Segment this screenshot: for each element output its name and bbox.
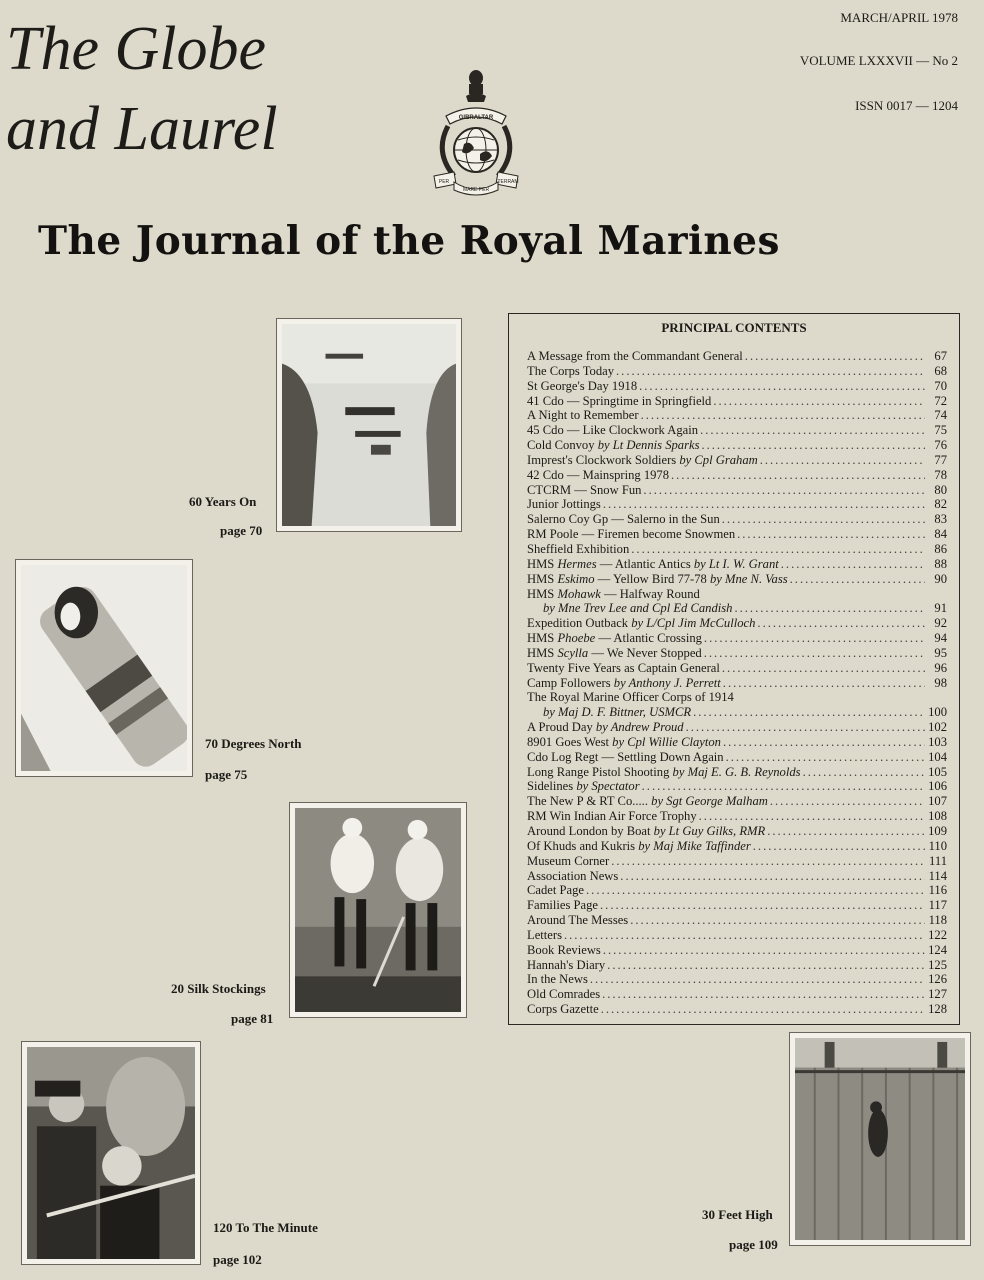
contents-entry-page: 98 — [934, 675, 947, 690]
contents-entry — [527, 1002, 947, 1017]
photo-70-degrees-north — [15, 559, 193, 777]
contents-entry-page: 114 — [928, 868, 947, 883]
contents-entry-page: 70 — [934, 378, 947, 393]
contents-entry-text: Old Comrades — [527, 987, 601, 1002]
contents-entry — [527, 423, 947, 438]
contents-entry-text: RM Poole — Firemen become Snowmen — [527, 527, 736, 542]
contents-leader-dots — [639, 379, 925, 394]
contents-entry — [527, 646, 947, 661]
contents-entry-page: 127 — [928, 987, 947, 1002]
contents-leader-dots — [699, 809, 925, 824]
contents-entry-text: 8901 Goes West — [527, 734, 613, 749]
contents-entry — [527, 483, 947, 498]
contents-entry-title — [527, 423, 698, 438]
contents-leader-dots — [781, 557, 925, 572]
contents-entry — [527, 972, 947, 987]
contents-entry-text: St George's Day 1918 — [527, 378, 638, 393]
contents-leader-dots — [713, 394, 925, 409]
contents-entry — [527, 497, 947, 512]
contents-entry-text: Cadet Page — [527, 883, 585, 898]
contents-entry — [527, 690, 947, 705]
contents-entry-page: 72 — [934, 393, 947, 408]
contents-entry-text: The Corps Today — [527, 363, 615, 378]
contents-entry — [527, 379, 947, 394]
contents-entry-text: In the News — [527, 972, 588, 987]
contents-entry-page: 102 — [928, 720, 947, 735]
contents-entry-page: 88 — [934, 556, 947, 571]
photo-60-years-on — [276, 318, 462, 532]
contents-entry-text: Expedition Outback — [527, 616, 632, 631]
contents-leader-dots — [630, 913, 925, 928]
contents-entry-text: Hannah's Diary — [527, 957, 606, 972]
contents-entry-title — [527, 898, 598, 913]
contents-entry-italic: Hermes — [557, 556, 597, 571]
contents-entry-page: 96 — [934, 660, 947, 675]
contents-leader-dots — [704, 646, 925, 661]
contents-entry-text: — Halfway Round — [600, 586, 700, 601]
contents-entry — [527, 705, 947, 720]
contents-entry — [527, 631, 947, 646]
contents-leader-dots — [770, 794, 925, 809]
contents-leader-dots — [704, 631, 925, 646]
contents-entry-title — [527, 438, 699, 453]
contents-leader-dots — [602, 987, 925, 1002]
principal-contents-box — [508, 313, 960, 1025]
contents-entry-title — [527, 572, 788, 587]
contents-leader-dots — [726, 750, 925, 765]
contents-entry-title — [527, 468, 669, 483]
caption-30-feet-high: 30 Feet High — [702, 1207, 773, 1222]
contents-leader-dots — [607, 958, 925, 973]
contents-entry-text: 45 Cdo — Like Clockwork Again — [527, 423, 699, 438]
contents-entry-page: 95 — [934, 645, 947, 660]
contents-entry-title — [527, 661, 720, 676]
contents-entry-page: 100 — [928, 705, 947, 720]
contents-leader-dots — [686, 720, 925, 735]
contents-entry-text: Sidelines — [527, 779, 577, 794]
contents-entry — [527, 987, 947, 1002]
contents-entry-page: 108 — [928, 809, 947, 824]
contents-entry-text: The New P & RT Co..... — [527, 794, 652, 809]
contents-entry-title — [527, 735, 721, 750]
contents-entry-title — [527, 497, 601, 512]
contents-entry-page: 105 — [928, 764, 947, 779]
contents-entry-title — [527, 750, 724, 765]
contents-leader-dots — [700, 423, 925, 438]
contents-entry-title — [527, 349, 743, 364]
contents-entry-page: 91 — [934, 601, 947, 616]
contents-entry-title — [527, 587, 700, 602]
photo-120-to-the-minute — [21, 1041, 201, 1265]
contents-entry-italic: Eskimo — [557, 571, 595, 586]
contents-entry-text: CTCRM — Snow Fun — [527, 482, 642, 497]
contents-entry — [527, 794, 947, 809]
contents-entry-page: 92 — [934, 616, 947, 631]
contents-entry-title — [527, 364, 614, 379]
contents-entry-italic: by Mne N. Vass — [709, 571, 788, 586]
contents-entry-page: 83 — [934, 512, 947, 527]
caption-page-20-silk-stockings: page 81 — [231, 1011, 274, 1026]
contents-entry-italic: by Lt Dennis Sparks — [597, 438, 700, 453]
contents-entry — [527, 394, 947, 409]
contents-entry-page: 104 — [928, 749, 947, 764]
contents-entry-italic: by Lt Guy Gilks, RMR — [653, 824, 766, 838]
caption-70-degrees-north: 70 Degrees North — [205, 736, 302, 751]
caption-page-120-to-the-minute: page 102 — [213, 1252, 262, 1267]
contents-leader-dots — [642, 779, 925, 794]
contents-entry-title — [527, 854, 609, 869]
contents-list — [527, 349, 947, 1017]
contents-entry — [527, 913, 947, 928]
contents-entry-page: 80 — [934, 482, 947, 497]
contents-leader-dots — [722, 661, 925, 676]
contents-entry-title — [527, 616, 755, 631]
caption-page-60-years-on: page 70 — [220, 523, 263, 538]
contents-entry-page: 107 — [928, 794, 947, 809]
contents-entry-page: 117 — [928, 898, 947, 913]
contents-leader-dots — [603, 943, 925, 958]
masthead-title-line2: and Laurel — [6, 95, 278, 163]
contents-entry — [527, 468, 947, 483]
contents-entry-page: 76 — [934, 438, 947, 453]
contents-entry-page: 106 — [928, 779, 947, 794]
royal-marines-crest-icon — [428, 64, 524, 198]
contents-entry-italic: by Maj E. G. B. Reynolds — [672, 764, 801, 779]
contents-entry — [527, 750, 947, 765]
contents-entry-italic: by Lt I. W. Grant — [693, 556, 779, 571]
contents-entry-title — [527, 512, 720, 527]
contents-entry-page: 84 — [934, 527, 947, 542]
crest-top-ribbon-text: GIBRALTAR — [458, 115, 494, 121]
contents-entry — [527, 587, 947, 602]
contents-entry-text: Association News — [527, 868, 619, 883]
contents-entry-text: HMS — [527, 631, 558, 646]
contents-entry — [527, 676, 947, 691]
contents-leader-dots — [745, 349, 925, 364]
contents-entry-title — [527, 720, 684, 735]
contents-entry-text: Around The Messes — [527, 913, 629, 928]
contents-entry-page: 77 — [934, 452, 947, 467]
contents-leader-dots — [757, 616, 925, 631]
contents-entry-page: 124 — [928, 942, 947, 957]
contents-entry-italic: by Maj D. F. Bittner, USMCR — [543, 705, 692, 720]
contents-entry-page: 111 — [929, 853, 947, 868]
contents-entry-title — [527, 542, 629, 557]
caption-120-to-the-minute: 120 To The Minute — [213, 1220, 318, 1235]
contents-entry-text: Long Range Pistol Shooting — [527, 764, 673, 779]
contents-entry-title — [527, 987, 600, 1002]
principal-contents-heading: PRINCIPAL CONTENTS — [661, 320, 807, 335]
contents-entry-italic: Phoebe — [557, 631, 596, 646]
caption-page-30-feet-high: page 109 — [729, 1237, 778, 1252]
contents-entry-text: Camp Followers — [527, 675, 614, 690]
contents-entry-text: Cold Convoy — [527, 438, 598, 453]
contents-entry-title — [527, 809, 697, 824]
contents-entry-page: 68 — [934, 363, 947, 378]
contents-entry — [527, 824, 947, 839]
contents-entry-italic: by Spectator — [576, 779, 640, 794]
contents-entry-italic: by Mne Trev Lee and Cpl Ed Candish — [543, 601, 733, 616]
issn-number: ISSN 0017 — 1204 — [855, 98, 958, 113]
contents-entry-page: 110 — [928, 838, 947, 853]
contents-entry — [527, 661, 947, 676]
contents-leader-dots — [631, 542, 925, 557]
contents-entry-italic: Scylla — [557, 645, 589, 660]
issue-volume: VOLUME LXXXVII — No 2 — [799, 53, 958, 68]
photo-20-silk-stockings — [289, 802, 467, 1018]
contents-entry-italic: Mohawk — [557, 586, 601, 601]
contents-entry-page: 128 — [928, 1002, 947, 1017]
contents-entry-text: — Atlantic Antics — [596, 556, 694, 571]
contents-entry-title — [527, 379, 637, 394]
contents-entry-page: 118 — [928, 913, 947, 928]
contents-leader-dots — [737, 527, 925, 542]
contents-entry-text: 42 Cdo — Mainspring 1978 — [527, 467, 670, 482]
contents-leader-dots — [790, 572, 925, 587]
contents-entry-page: 103 — [928, 734, 947, 749]
contents-entry-page: 126 — [928, 972, 947, 987]
contents-entry-text: Cdo Log Regt — Settling Down Again — [527, 749, 724, 764]
contents-entry — [527, 735, 947, 750]
contents-entry-text: Imprest's Clockwork Soldiers — [527, 452, 680, 467]
contents-entry-title — [527, 646, 702, 661]
contents-entry-text: HMS — [527, 571, 558, 586]
contents-leader-dots — [760, 453, 925, 468]
contents-leader-dots — [723, 676, 925, 691]
contents-entry-title — [527, 913, 628, 928]
contents-leader-dots — [803, 765, 925, 780]
contents-entry-title — [527, 527, 735, 542]
contents-leader-dots — [611, 854, 925, 869]
contents-entry — [527, 928, 947, 943]
crest-motto-right: TERRAM — [497, 179, 519, 185]
contents-entry-title — [527, 869, 618, 884]
contents-entry-title — [527, 1002, 599, 1017]
contents-entry-page: 122 — [928, 927, 947, 942]
contents-entry — [527, 557, 947, 572]
contents-entry — [527, 542, 947, 557]
contents-entry — [527, 854, 947, 869]
issue-date: MARCH/APRIL 1978 — [840, 10, 958, 25]
contents-entry-text: Twenty Five Years as Captain General — [527, 660, 720, 675]
contents-entry-title — [527, 483, 641, 498]
contents-entry — [527, 616, 947, 631]
contents-entry — [527, 765, 947, 780]
contents-entry-title — [527, 779, 640, 794]
contents-entry-text: A Message from the Commandant General — [527, 349, 743, 363]
contents-entry-page: 94 — [934, 631, 947, 646]
contents-entry — [527, 408, 947, 423]
contents-entry-title — [527, 972, 588, 987]
contents-entry-title — [527, 601, 732, 616]
contents-entry-text: Of Khuds and Kukris — [527, 838, 639, 853]
crest-motto-left: PER — [438, 179, 450, 185]
contents-entry-page: 125 — [928, 957, 947, 972]
contents-entry-text: — Yellow Bird 77-78 — [594, 571, 710, 586]
contents-entry-text: Museum Corner — [527, 853, 610, 868]
contents-entry — [527, 779, 947, 794]
contents-entry-italic: by L/Cpl Jim McCulloch — [631, 616, 756, 631]
contents-entry-page: 86 — [934, 541, 947, 556]
contents-entry-page: 109 — [928, 824, 947, 838]
contents-entry-text: Junior Jottings — [527, 497, 601, 512]
contents-entry-text: A Night to Remember — [527, 408, 639, 423]
contents-entry — [527, 898, 947, 913]
contents-leader-dots — [767, 824, 925, 839]
contents-entry-text: Around London by Boat — [527, 824, 654, 838]
contents-entry-title — [527, 839, 751, 854]
contents-entry — [527, 839, 947, 854]
contents-entry-text: — Atlantic Crossing — [595, 631, 702, 646]
journal-subtitle: The Journal of the Royal Marines — [38, 218, 780, 264]
contents-entry-italic: by Cpl Graham — [679, 452, 758, 467]
contents-entry-page: 74 — [934, 408, 947, 423]
masthead-title-line1: The Globe — [6, 15, 267, 83]
contents-entry-title — [527, 690, 734, 705]
contents-entry-page: 90 — [934, 571, 947, 586]
contents-leader-dots — [564, 928, 925, 943]
contents-leader-dots — [586, 883, 925, 898]
contents-entry-italic: by Maj Mike Taffinder — [638, 838, 751, 853]
contents-entry — [527, 601, 947, 616]
contents-entry-text: — We Never Stopped — [588, 645, 702, 660]
contents-entry-text: Corps Gazette — [527, 1002, 599, 1017]
contents-entry — [527, 883, 947, 898]
contents-entry — [527, 512, 947, 527]
contents-entry-page: 75 — [934, 423, 947, 438]
contents-leader-dots — [643, 483, 925, 498]
contents-leader-dots — [616, 364, 925, 379]
contents-entry-text: RM Win Indian Air Force Trophy — [527, 809, 697, 824]
contents-entry-text: HMS — [527, 556, 558, 571]
contents-entry — [527, 364, 947, 379]
contents-leader-dots — [620, 869, 925, 884]
contents-entry-text: HMS — [527, 586, 558, 601]
contents-entry-italic: by Sgt George Malham — [651, 794, 768, 809]
contents-entry — [527, 809, 947, 824]
contents-entry-italic: by Andrew Proud — [595, 720, 684, 735]
crest-motto-middle: MARE PER — [462, 187, 490, 193]
contents-entry-page: 116 — [928, 883, 947, 898]
contents-leader-dots — [701, 438, 925, 453]
contents-entry-title — [527, 453, 758, 468]
contents-entry-text: Book Reviews — [527, 942, 601, 957]
contents-leader-dots — [590, 972, 925, 987]
photo-30-feet-high — [789, 1032, 971, 1246]
contents-entry-title — [527, 765, 801, 780]
contents-entry-text: Salerno Coy Gp — Salerno in the Sun — [527, 512, 720, 527]
contents-entry — [527, 943, 947, 958]
contents-entry-page: 67 — [934, 349, 947, 363]
contents-entry — [527, 349, 947, 364]
contents-entry-page: 82 — [934, 497, 947, 512]
contents-entry-title — [527, 883, 584, 898]
contents-entry — [527, 958, 947, 973]
contents-entry-text: Families Page — [527, 898, 599, 913]
contents-entry-italic: by Cpl Willie Clayton — [612, 734, 721, 749]
contents-entry-page: 78 — [934, 467, 947, 482]
contents-entry-text: A Proud Day — [527, 720, 596, 735]
contents-entry-title — [527, 557, 779, 572]
contents-entry-title — [527, 394, 711, 409]
contents-leader-dots — [603, 497, 925, 512]
contents-entry-title — [527, 928, 562, 943]
contents-leader-dots — [723, 735, 925, 750]
contents-entry-title — [527, 943, 601, 958]
contents-leader-dots — [671, 468, 925, 483]
contents-leader-dots — [693, 705, 925, 720]
caption-60-years-on: 60 Years On — [189, 494, 257, 509]
contents-entry-text: 41 Cdo — Springtime in Springfield — [527, 393, 712, 408]
contents-leader-dots — [641, 408, 925, 423]
contents-leader-dots — [734, 601, 925, 616]
contents-entry-title — [527, 631, 702, 646]
contents-leader-dots — [600, 898, 925, 913]
contents-entry-title — [527, 676, 721, 691]
contents-entry-title — [527, 958, 605, 973]
contents-leader-dots — [601, 1002, 925, 1017]
contents-entry — [527, 572, 947, 587]
contents-entry — [527, 869, 947, 884]
contents-entry-title — [527, 408, 639, 423]
contents-entry — [527, 453, 947, 468]
contents-entry-text: The Royal Marine Officer Corps of 1914 — [527, 690, 734, 705]
contents-entry-title — [527, 705, 691, 720]
contents-entry-text: Letters — [527, 927, 562, 942]
contents-entry-title — [527, 824, 765, 839]
contents-entry — [527, 438, 947, 453]
contents-entry-text: Sheffield Exhibition — [527, 541, 630, 556]
contents-leader-dots — [753, 839, 925, 854]
contents-entry-text: HMS — [527, 645, 558, 660]
contents-leader-dots — [722, 512, 925, 527]
contents-entry-italic: by Anthony J. Perrett — [613, 675, 721, 690]
contents-entry — [527, 720, 947, 735]
contents-entry-title — [527, 794, 768, 809]
caption-page-70-degrees-north: page 75 — [205, 767, 248, 782]
caption-20-silk-stockings: 20 Silk Stockings — [171, 981, 266, 996]
contents-entry — [527, 527, 947, 542]
